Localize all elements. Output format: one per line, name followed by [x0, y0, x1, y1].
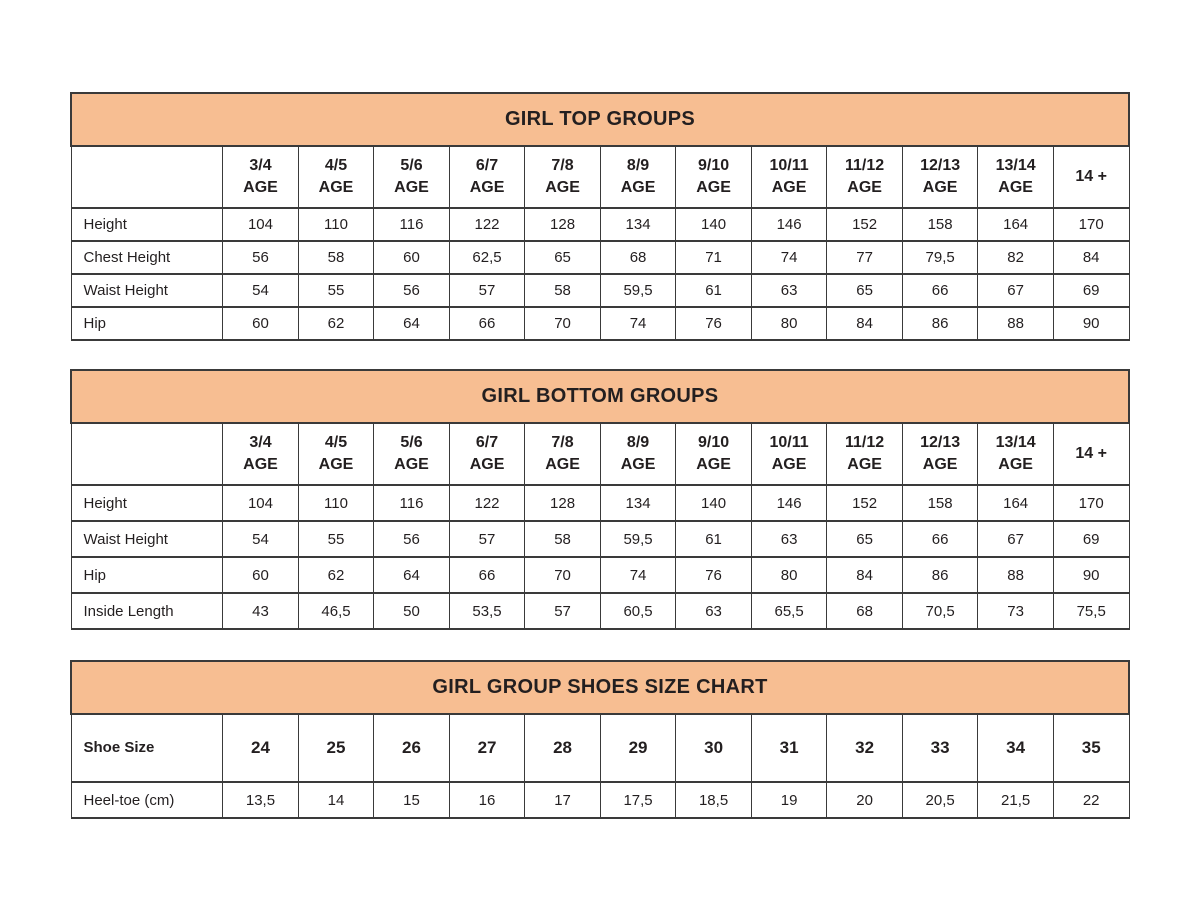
- value-cell: 134: [600, 485, 676, 521]
- age-column-header: [902, 423, 978, 485]
- value-cell: 16: [449, 782, 525, 818]
- value-cell: 74: [600, 557, 676, 593]
- header-line: AGE: [922, 456, 958, 473]
- header-line: 7/8: [551, 434, 574, 452]
- header-line: 11/12: [845, 434, 885, 452]
- value-cell: 86: [902, 557, 978, 593]
- value-cell: 73: [978, 593, 1054, 629]
- header-line: AGE: [771, 179, 807, 196]
- shoe-size-header: [449, 714, 525, 782]
- value-cell: 17,5: [600, 782, 676, 818]
- value-cell: 53,5: [449, 593, 525, 629]
- age-column-header: [978, 146, 1054, 208]
- table-row-hip: [71, 557, 1129, 593]
- shoe-size-header: [827, 714, 903, 782]
- age-column-header: [298, 423, 374, 485]
- header-line: 9/10: [698, 157, 730, 175]
- value-cell: 62: [298, 557, 374, 593]
- age-column-header: [525, 423, 601, 485]
- header-line: AGE: [922, 179, 958, 196]
- header-line: AGE: [318, 456, 354, 473]
- header-line: 10/11: [769, 434, 809, 452]
- value-cell: 59,5: [600, 521, 676, 557]
- age-column-header: [223, 146, 299, 208]
- age-column-header: [676, 423, 752, 485]
- header-label-cell: [71, 423, 223, 485]
- row-label: Height: [71, 485, 223, 521]
- age-column-header: [751, 146, 827, 208]
- value-cell: 62,5: [449, 241, 525, 274]
- value-cell: 84: [827, 307, 903, 340]
- value-cell: 82: [978, 241, 1054, 274]
- value-cell: 55: [298, 521, 374, 557]
- shoe-size-header: [676, 714, 752, 782]
- value-cell: 90: [1053, 307, 1129, 340]
- value-cell: 68: [827, 593, 903, 629]
- value-cell: 84: [1053, 241, 1129, 274]
- value-cell: 69: [1053, 521, 1129, 557]
- header-line: 3/4: [249, 157, 272, 175]
- age-column-header: [1053, 146, 1129, 208]
- value-cell: 71: [676, 241, 752, 274]
- table-girl-bottom-groups: [70, 369, 1130, 630]
- value-cell: 46,5: [298, 593, 374, 629]
- value-cell: 20,5: [902, 782, 978, 818]
- age-column-header: [827, 423, 903, 485]
- age-column-header: [298, 146, 374, 208]
- header-line: 32: [855, 737, 875, 757]
- header-line: 7/8: [551, 157, 574, 175]
- header-line: AGE: [243, 456, 278, 473]
- value-cell: 64: [374, 307, 450, 340]
- value-cell: 79,5: [902, 241, 978, 274]
- header-line: 28: [553, 737, 572, 757]
- header-line: 27: [477, 737, 497, 757]
- header-line: 13/14: [995, 434, 1036, 452]
- value-cell: 58: [298, 241, 374, 274]
- row-label: Waist Height: [71, 521, 223, 557]
- header-line: 3/4: [249, 434, 272, 452]
- value-cell: 140: [676, 208, 752, 241]
- header-line: 9/10: [698, 434, 730, 452]
- row-label: Inside Length: [71, 593, 223, 629]
- age-column-header: [1053, 423, 1129, 485]
- value-cell: 20: [827, 782, 903, 818]
- header-line: AGE: [696, 179, 731, 196]
- value-cell: 57: [449, 521, 525, 557]
- value-cell: 65: [827, 274, 903, 307]
- header-line: AGE: [847, 456, 882, 473]
- table-row-waist-height: [71, 521, 1129, 557]
- table-row-waist-height: [71, 274, 1129, 307]
- header-line: 8/9: [626, 434, 650, 452]
- age-column-header: [902, 146, 978, 208]
- header-line: AGE: [243, 179, 278, 196]
- age-column-header: [525, 146, 601, 208]
- value-cell: 61: [676, 521, 752, 557]
- header-line: 10/11: [769, 157, 809, 175]
- value-cell: 66: [449, 307, 525, 340]
- table-row-height: [71, 208, 1129, 241]
- header-line: AGE: [469, 179, 505, 196]
- age-column-header: [978, 423, 1054, 485]
- value-cell: 84: [827, 557, 903, 593]
- value-cell: 90: [1053, 557, 1129, 593]
- table-title-row: [71, 370, 1129, 423]
- header-line: 14 +: [1075, 445, 1107, 463]
- value-cell: 170: [1053, 208, 1129, 241]
- value-cell: 116: [374, 208, 450, 241]
- table-title-row: [71, 93, 1129, 146]
- value-cell: 18,5: [676, 782, 752, 818]
- value-cell: 60: [223, 557, 299, 593]
- table-row-heel-toe-cm: [71, 782, 1129, 818]
- header-line: 6/7: [475, 157, 499, 175]
- value-cell: 69: [1053, 274, 1129, 307]
- header-line: 14 +: [1075, 168, 1107, 186]
- value-cell: 63: [676, 593, 752, 629]
- value-cell: 128: [525, 485, 601, 521]
- table-title-row: [71, 661, 1129, 714]
- value-cell: 56: [374, 274, 450, 307]
- value-cell: 15: [374, 782, 450, 818]
- value-cell: 76: [676, 557, 752, 593]
- value-cell: 116: [374, 485, 450, 521]
- value-cell: 70: [525, 557, 601, 593]
- header-line: 26: [402, 737, 421, 757]
- value-cell: 88: [978, 307, 1054, 340]
- age-column-header: [751, 423, 827, 485]
- value-cell: 67: [978, 521, 1054, 557]
- header-line: 29: [628, 737, 648, 757]
- header-line: AGE: [318, 179, 354, 196]
- value-cell: 66: [449, 557, 525, 593]
- shoe-size-header: [223, 714, 299, 782]
- value-cell: 140: [676, 485, 752, 521]
- value-cell: 22: [1053, 782, 1129, 818]
- age-column-header: [374, 423, 450, 485]
- value-cell: 62: [298, 307, 374, 340]
- table-row-chest-height: [71, 241, 1129, 274]
- value-cell: 58: [525, 274, 601, 307]
- value-cell: 134: [600, 208, 676, 241]
- shoe-size-header: [374, 714, 450, 782]
- age-column-header: [600, 423, 676, 485]
- value-cell: 70: [525, 307, 601, 340]
- value-cell: 64: [374, 557, 450, 593]
- table-girl-group-shoes-size-chart: [70, 660, 1130, 819]
- value-cell: 86: [902, 307, 978, 340]
- header-line: AGE: [696, 456, 731, 473]
- age-column-header: [374, 146, 450, 208]
- header-line: 6/7: [475, 434, 499, 452]
- value-cell: 122: [449, 208, 525, 241]
- value-cell: 104: [223, 485, 299, 521]
- value-cell: 68: [600, 241, 676, 274]
- value-cell: 60,5: [600, 593, 676, 629]
- row-label: Waist Height: [71, 274, 223, 307]
- shoe-size-header: [525, 714, 601, 782]
- header-line: AGE: [998, 456, 1033, 473]
- row-label: Hip: [71, 557, 223, 593]
- value-cell: 65: [827, 521, 903, 557]
- shoe-size-header: [978, 714, 1054, 782]
- header-line: 25: [326, 737, 346, 757]
- header-line: AGE: [620, 456, 656, 473]
- age-column-header: [827, 146, 903, 208]
- header-line: AGE: [545, 179, 580, 196]
- value-cell: 19: [751, 782, 827, 818]
- row-label: Hip: [71, 307, 223, 340]
- header-line: AGE: [545, 456, 580, 473]
- header-line: 12/13: [920, 434, 961, 452]
- value-cell: 152: [827, 485, 903, 521]
- value-cell: 70,5: [902, 593, 978, 629]
- value-cell: 50: [374, 593, 450, 629]
- value-cell: 146: [751, 208, 827, 241]
- header-line: 30: [704, 737, 724, 757]
- header-line: AGE: [847, 179, 882, 196]
- age-column-header: [449, 423, 525, 485]
- column-header-row: [71, 146, 1129, 208]
- value-cell: 152: [827, 208, 903, 241]
- value-cell: 67: [978, 274, 1054, 307]
- age-column-header: [600, 146, 676, 208]
- value-cell: 104: [223, 208, 299, 241]
- column-header-row: [71, 714, 1129, 782]
- table-row-inside-length: [71, 593, 1129, 629]
- header-line: 35: [1081, 737, 1101, 757]
- value-cell: 74: [600, 307, 676, 340]
- header-line: 34: [1006, 737, 1026, 757]
- value-cell: 66: [902, 274, 978, 307]
- value-cell: 77: [827, 241, 903, 274]
- column-header-row: [71, 423, 1129, 485]
- header-line: 33: [930, 737, 950, 757]
- shoe-size-header: [902, 714, 978, 782]
- header-line: 5/6: [400, 157, 423, 175]
- table-title: GIRL GROUP SHOES SIZE CHART: [71, 661, 1129, 714]
- value-cell: 54: [223, 274, 299, 307]
- header-label-cell: Shoe Size: [71, 714, 223, 782]
- shoe-size-header: [600, 714, 676, 782]
- value-cell: 13,5: [223, 782, 299, 818]
- header-line: 11/12: [845, 157, 885, 175]
- header-line: 31: [779, 737, 799, 757]
- value-cell: 21,5: [978, 782, 1054, 818]
- value-cell: 14: [298, 782, 374, 818]
- header-line: 8/9: [626, 157, 650, 175]
- shoe-size-header: [751, 714, 827, 782]
- value-cell: 75,5: [1053, 593, 1129, 629]
- shoe-size-header: [298, 714, 374, 782]
- value-cell: 128: [525, 208, 601, 241]
- header-line: 5/6: [400, 434, 423, 452]
- header-line: 24: [251, 737, 270, 757]
- value-cell: 158: [902, 485, 978, 521]
- value-cell: 122: [449, 485, 525, 521]
- header-line: AGE: [394, 179, 429, 196]
- value-cell: 164: [978, 208, 1054, 241]
- table-row-hip: [71, 307, 1129, 340]
- value-cell: 110: [298, 208, 374, 241]
- value-cell: 57: [449, 274, 525, 307]
- header-line: AGE: [394, 456, 429, 473]
- value-cell: 17: [525, 782, 601, 818]
- table-girl-top-groups: [70, 92, 1130, 341]
- value-cell: 110: [298, 485, 374, 521]
- value-cell: 74: [751, 241, 827, 274]
- value-cell: 55: [298, 274, 374, 307]
- row-label: Heel-toe (cm): [71, 782, 223, 818]
- value-cell: 76: [676, 307, 752, 340]
- value-cell: 63: [751, 274, 827, 307]
- header-line: AGE: [469, 456, 505, 473]
- table-row-height: [71, 485, 1129, 521]
- header-line: 13/14: [995, 157, 1036, 175]
- value-cell: 56: [374, 521, 450, 557]
- value-cell: 56: [223, 241, 299, 274]
- value-cell: 65: [525, 241, 601, 274]
- value-cell: 43: [223, 593, 299, 629]
- value-cell: 58: [525, 521, 601, 557]
- header-line: AGE: [771, 456, 807, 473]
- value-cell: 57: [525, 593, 601, 629]
- value-cell: 88: [978, 557, 1054, 593]
- value-cell: 59,5: [600, 274, 676, 307]
- value-cell: 61: [676, 274, 752, 307]
- value-cell: 66: [902, 521, 978, 557]
- value-cell: 60: [374, 241, 450, 274]
- table-title: GIRL BOTTOM GROUPS: [71, 370, 1129, 423]
- value-cell: 80: [751, 557, 827, 593]
- value-cell: 170: [1053, 485, 1129, 521]
- size-chart-page: [70, 0, 1130, 819]
- value-cell: 146: [751, 485, 827, 521]
- shoe-size-header: [1053, 714, 1129, 782]
- value-cell: 65,5: [751, 593, 827, 629]
- row-label: Chest Height: [71, 241, 223, 274]
- header-label-cell: [71, 146, 223, 208]
- value-cell: 60: [223, 307, 299, 340]
- value-cell: 164: [978, 485, 1054, 521]
- age-column-header: [676, 146, 752, 208]
- header-line: AGE: [998, 179, 1033, 196]
- age-column-header: [223, 423, 299, 485]
- age-column-header: [449, 146, 525, 208]
- header-line: AGE: [620, 179, 656, 196]
- value-cell: 80: [751, 307, 827, 340]
- value-cell: 158: [902, 208, 978, 241]
- row-label: Height: [71, 208, 223, 241]
- header-line: 4/5: [324, 157, 348, 175]
- value-cell: 63: [751, 521, 827, 557]
- header-line: 12/13: [920, 157, 961, 175]
- header-line: 4/5: [324, 434, 348, 452]
- table-title: GIRL TOP GROUPS: [71, 93, 1129, 146]
- value-cell: 54: [223, 521, 299, 557]
